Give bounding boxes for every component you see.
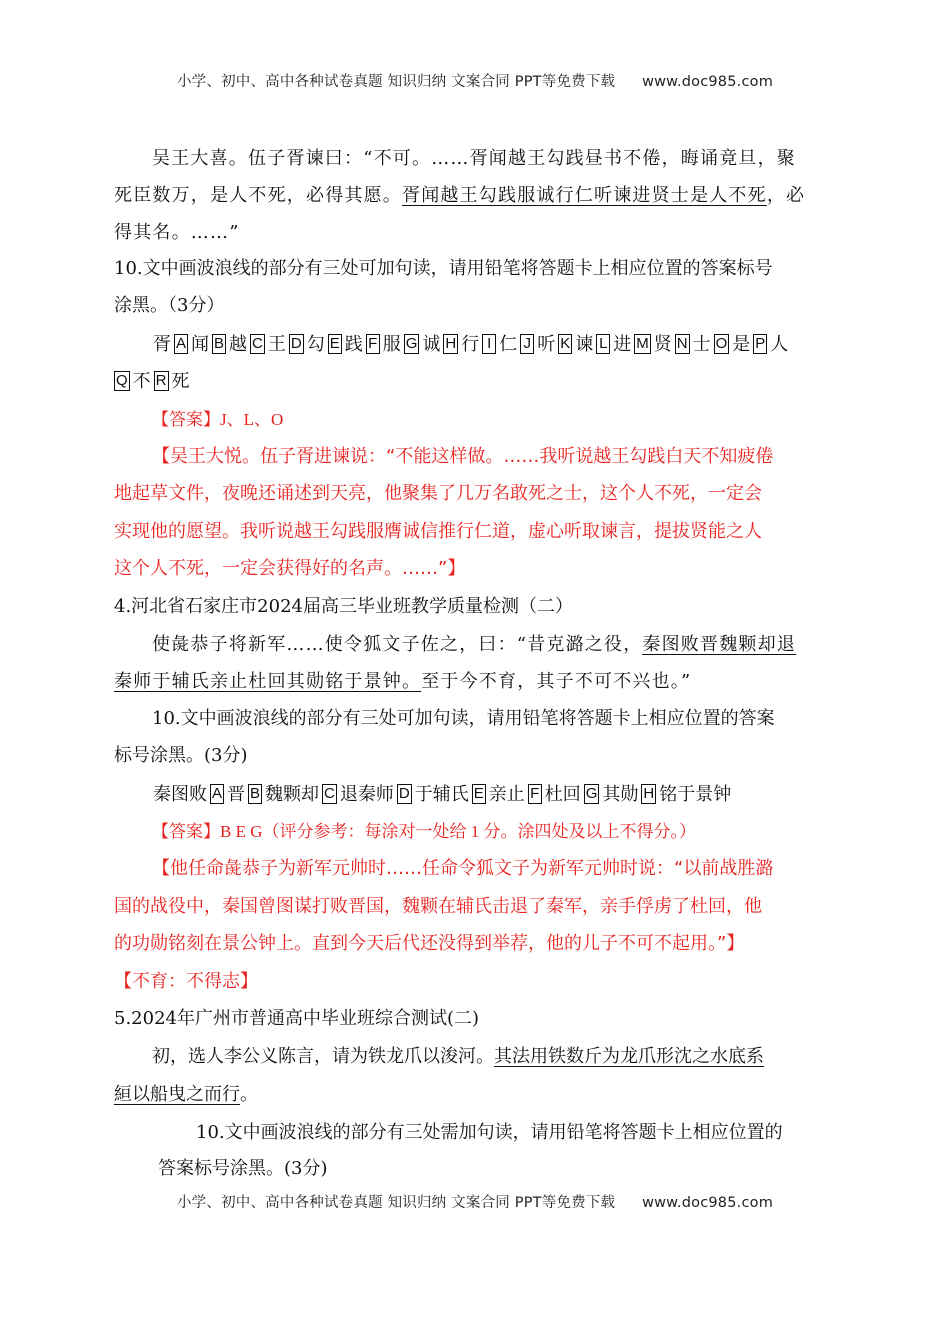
option-text: 杜回 <box>544 784 581 805</box>
q4-wavy-underline-1: 秦图败晋魏颗却退 <box>642 634 797 655</box>
answer-box-F: F <box>366 334 380 354</box>
q4-translation-line3: 的功勋铭刻在景公钟上。直到今天后代还没得到举荐，他的儿子不可不起用。”】 <box>114 933 745 954</box>
q5-title: 5.2024年广州市普通高中毕业班综合测试(二) <box>114 1008 480 1029</box>
option-text: 人 <box>770 334 789 355</box>
option-text: 行 <box>461 334 480 355</box>
header-text: 小学、初中、高中各种试卷真题 知识归纳 文案合同 PPT等免费下载 <box>176 74 616 90</box>
q4-title: 4.河北省石家庄市2024届高三毕业班教学质量检测（二） <box>114 596 573 617</box>
answer-box-G: G <box>585 785 598 802</box>
passage3-wavy-underline: 胥闻越王勾践服诚行仁听谏进贤士是人不死 <box>402 185 767 206</box>
option-text: 魏颗却 <box>265 784 320 805</box>
answer-box-B: B <box>250 785 261 802</box>
q3-translation-line2: 地起草文件，夜晚还诵述到天亮，他聚集了几万名敢死之士，这个人不死，一定会 <box>114 483 762 504</box>
option-text: 铭于景钟 <box>659 784 732 805</box>
passage3-line2 <box>114 184 805 208</box>
option-text: 其勋 <box>602 784 639 805</box>
answer-box-M: M <box>636 335 649 352</box>
answer-box-K: K <box>560 335 571 352</box>
header-site: www.doc985.com <box>642 74 774 90</box>
answer-box-I: I <box>482 334 496 354</box>
q5-wavy-underline-2: 絙以船曳之而行 <box>114 1084 240 1105</box>
q5-passage-line1 <box>152 1045 764 1069</box>
option-text: 死 <box>171 371 190 392</box>
answer-box-L: L <box>596 334 610 354</box>
answer-box-J: J <box>520 334 534 354</box>
answer-box-H: H <box>643 785 655 802</box>
answer-box-D: D <box>290 335 302 352</box>
option-text: 士 <box>692 334 711 355</box>
q4-passage-line1 <box>152 633 796 657</box>
passage3-line2-post: ，必 <box>766 185 806 206</box>
option-text: 王 <box>267 334 286 355</box>
answer-box-G: G <box>405 335 418 352</box>
passage3-line2-pre: 死臣数万，是人不死，必得其愿。 <box>114 185 402 206</box>
option-text: 退秦师 <box>339 784 394 805</box>
q4-translation-line1: 【他任命彘恭子为新军元帅时……任命令狐文子为新军元帅时说：“以前战胜潞 <box>152 858 774 879</box>
answer-box-E: E <box>329 335 340 352</box>
passage3-line1: 吴王大喜。伍子胥谏曰：“不可。……胥闻越王勾践昼书不倦，晦诵竟旦，聚 <box>152 148 796 169</box>
q3-stem-line1: 10.文中画波浪线的部分有三处可加句读，请用铅笔将答题卡上相应位置的答案标号 <box>114 258 773 279</box>
q5-passage-line2 <box>114 1083 258 1107</box>
q4-stem-line2: 标号涂黑。(3分) <box>114 745 248 766</box>
q4-wavy-underline-2: 秦师于辅氏亲止杜回其勋铭于景钟。 <box>114 671 422 692</box>
page-footer <box>0 1191 950 1212</box>
answer-box-F: F <box>528 784 542 804</box>
answer-box-A: A <box>212 785 223 802</box>
option-text: 诚 <box>422 334 441 355</box>
q4-stem-line1: 10.文中画波浪线的部分有三处可加句读，请用铅笔将答题卡上相应位置的答案 <box>152 708 775 729</box>
option-text: 胥 <box>153 334 171 355</box>
answer-box-H: H <box>445 335 457 352</box>
q3-translation-line3: 实现他的愿望。我听说越王勾践服膺诚信推行仁道，虚心听取谏言，提拔贤能之人 <box>114 521 762 542</box>
q4-note: 【不育：不得志】 <box>114 971 258 992</box>
option-text: 亲止 <box>488 784 525 805</box>
option-text: 秦图败 <box>153 784 207 805</box>
q3-translation-line1: 【吴王大悦。伍子胥进谏说：“不能这样做。……我听说越王勾践白天不知疲倦 <box>152 446 774 467</box>
footer-text: 小学、初中、高中各种试卷真题 知识归纳 文案合同 PPT等免费下载 <box>176 1195 616 1211</box>
answer-box-N: N <box>676 335 688 352</box>
q5-stem-line1: 10.文中画波浪线的部分有三处需加句读，请用铅笔将答题卡上相应位置的 <box>196 1122 783 1143</box>
answer-box-P: P <box>755 335 766 352</box>
answer-box-C: C <box>252 335 263 352</box>
q5-wavy-underline-1: 其法用铁数斤为龙爪形沈之水底系 <box>494 1046 764 1067</box>
q4-options <box>152 783 732 807</box>
page-header <box>0 70 950 91</box>
q4-answer: 【答案】B E G（评分参考：每涂对一处给 1 分。涂四处及以上不得分。） <box>152 822 696 841</box>
option-text: 践 <box>344 334 363 355</box>
option-text: 晋 <box>227 784 246 805</box>
option-text: 于辅氏 <box>414 784 469 805</box>
option-text: 不 <box>132 371 151 392</box>
option-text: 闻 <box>191 334 210 355</box>
q4-passage-line2 <box>114 670 691 694</box>
answer-box-O: O <box>715 335 728 352</box>
option-text: 勾 <box>306 334 325 355</box>
option-text: 服 <box>382 334 401 355</box>
q5-passage-line2-post: 。 <box>240 1084 258 1105</box>
q3-options-line1 <box>152 333 789 357</box>
q3-stem-line2: 涂黑。（3分） <box>114 295 225 316</box>
q3-answer: 【答案】J、L、O <box>152 410 284 429</box>
q4-translation-line2: 国的战役中，秦国曾图谋打败晋国，魏颗在辅氏击退了秦军，亲手俘虏了杜回，他 <box>114 896 762 917</box>
q4-passage-line1-pre: 使彘恭子将新军……使令狐文子佐之，曰：“昔克潞之役， <box>152 634 643 655</box>
answer-box-A: A <box>176 335 187 352</box>
option-text: 贤 <box>653 334 672 355</box>
option-text: 进 <box>613 334 632 355</box>
footer-site: www.doc985.com <box>642 1195 774 1211</box>
answer-box-E: E <box>473 785 484 802</box>
q3-translation-line4: 这个人不死，一定会获得好的名声。……”】 <box>114 558 466 579</box>
answer-box-Q: Q <box>116 372 128 389</box>
option-text: 是 <box>732 334 751 355</box>
answer-box-C: C <box>324 785 335 802</box>
answer-box-D: D <box>398 785 410 802</box>
answer-box-B: B <box>214 335 225 352</box>
q5-passage-line1-pre: 初，选人李公义陈言，请为铁龙爪以浚河。 <box>152 1046 494 1067</box>
option-text: 仁 <box>499 334 518 355</box>
option-text: 谏 <box>575 334 594 355</box>
option-text: 听 <box>537 334 556 355</box>
answer-box-R: R <box>155 372 167 389</box>
q5-stem-line2: 答案标号涂黑。(3分) <box>158 1158 328 1179</box>
q3-options-line2 <box>112 370 191 394</box>
option-text: 越 <box>229 334 248 355</box>
passage3-line3: 得其名。……” <box>114 222 240 243</box>
q4-passage-line2-post: 至于今不育，其子不可不兴也。” <box>421 671 692 692</box>
